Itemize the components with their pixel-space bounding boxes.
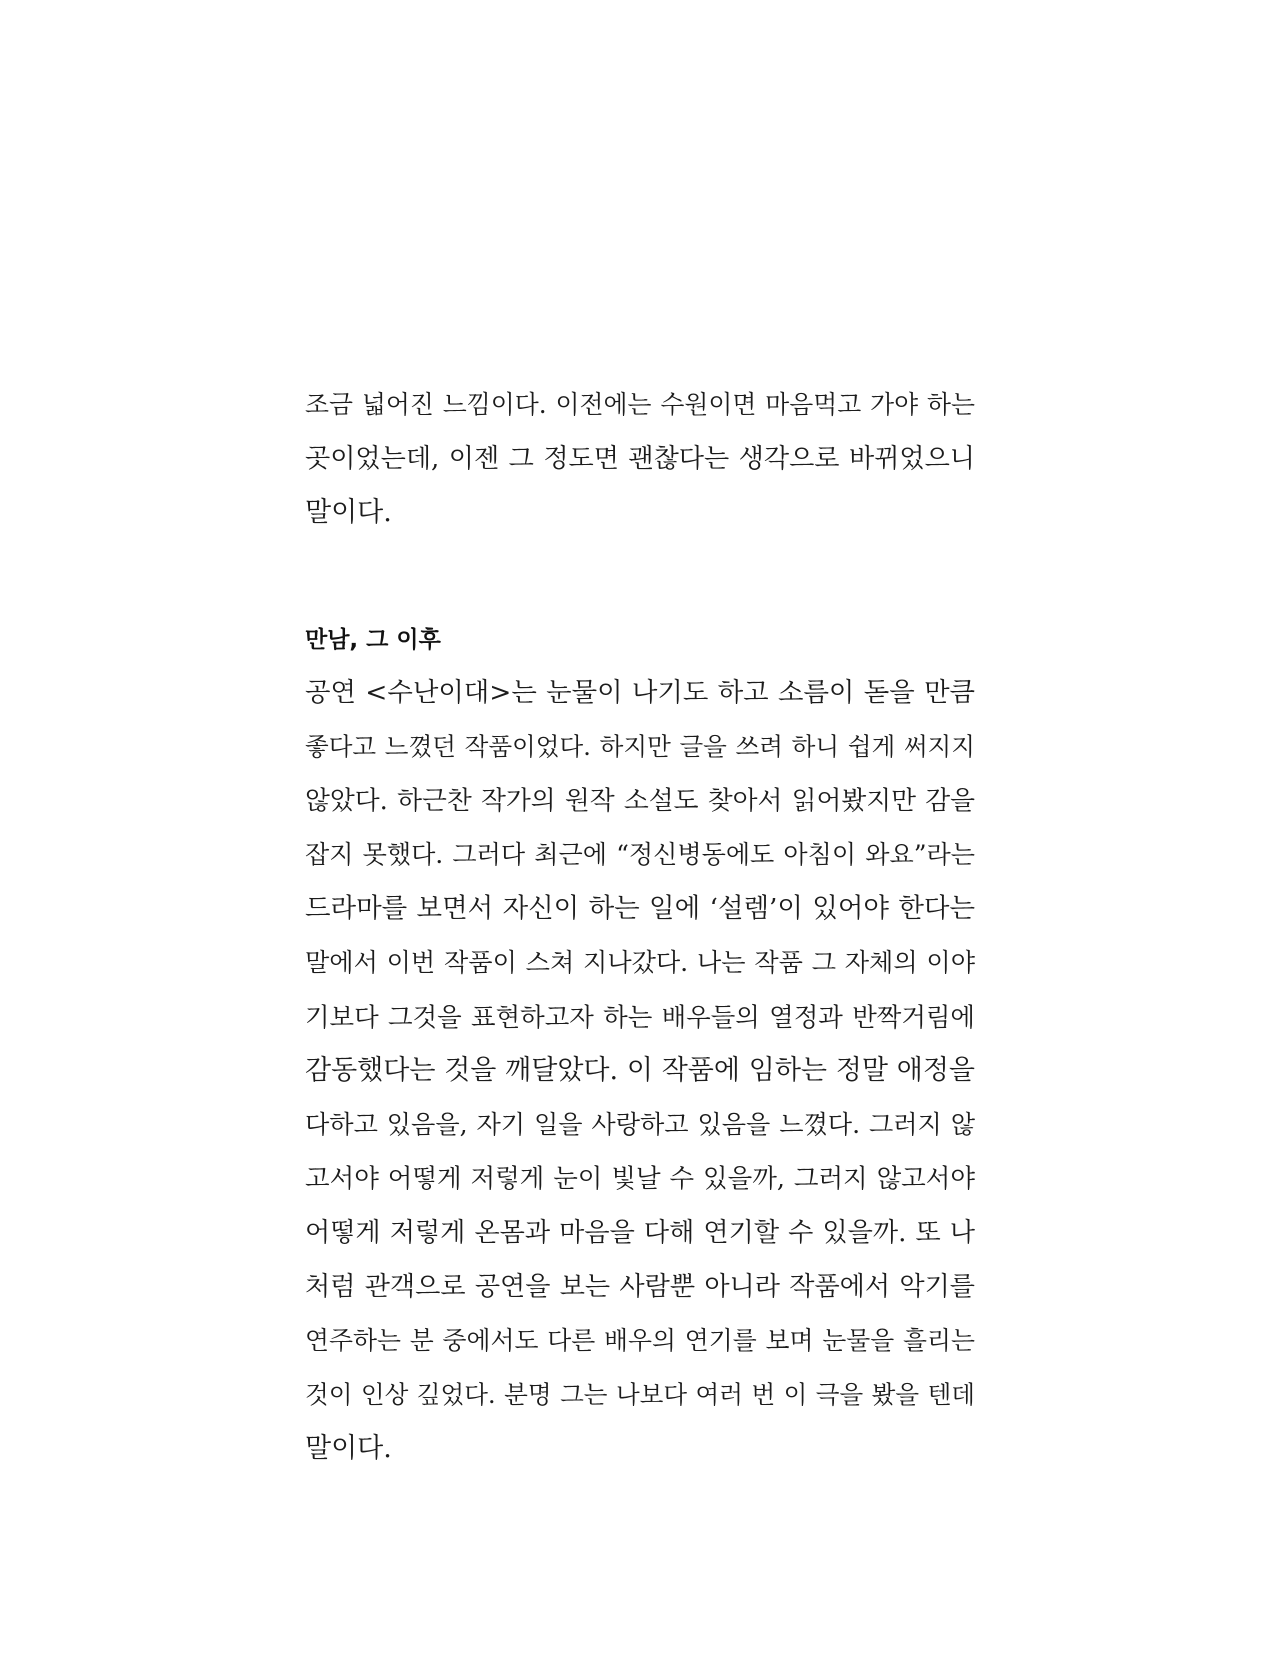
text-line: 말에서 이번 작품이 스쳐 지나갔다. 나는 작품 그 자체의 이야 (305, 948, 975, 977)
text-line: 곳이었는데, 이젠 그 정도면 괜찮다는 생각으로 바뀌었으니 (305, 444, 975, 474)
text-line: 처럼 관객으로 공연을 보는 사람뿐 아니라 작품에서 악기를 (305, 1272, 975, 1302)
text-line: 않았다. 하근찬 작가의 원작 소설도 찾아서 읽어봤지만 감을 (305, 786, 975, 816)
text-line: 고서야 어떻게 저렇게 눈이 빛날 수 있을까, 그러지 않고서야 (305, 1164, 975, 1194)
section-paragraph (305, 666, 975, 1476)
section-heading: 만남, 그 이후 (305, 627, 441, 653)
text-line: 말이다. (305, 1433, 392, 1464)
text-line: 공연 <수난이대>는 눈물이 나기도 하고 소름이 돋을 만큼 (305, 678, 975, 708)
text-line: 어떻게 저렇게 온몸과 마음을 다해 연기할 수 있을까. 또 나 (305, 1218, 975, 1248)
section-spacer (305, 540, 975, 620)
text-line: 말이다. (305, 497, 392, 528)
text-line: 잡지 못했다. 그러다 최근에 “정신병동에도 아침이 와요”라는 (305, 840, 975, 869)
intro-paragraph (305, 378, 975, 540)
text-line: 것이 인상 깊었다. 분명 그는 나보다 여러 번 이 극을 봤을 텐데 (305, 1380, 975, 1409)
text-line: 기보다 그것을 표현하고자 하는 배우들의 열정과 반짝거림에 (305, 1002, 975, 1032)
text-line: 조금 넓어진 느낌이다. 이전에는 수원이면 마음먹고 가야 하는 (305, 390, 975, 419)
page-content (305, 378, 975, 1476)
text-line: 감동했다는 것을 깨달았다. 이 작품에 임하는 정말 애정을 (305, 1055, 975, 1086)
text-line: 연주하는 분 중에서도 다른 배우의 연기를 보며 눈물을 흘리는 (305, 1326, 975, 1355)
text-line: 좋다고 느꼈던 작품이었다. 하지만 글을 쓰려 하니 쉽게 써지지 (305, 732, 975, 761)
text-line: 드라마를 보면서 자신이 하는 일에 ‘설렘’이 있어야 한다는 (305, 893, 975, 924)
text-line: 다하고 있음을, 자기 일을 사랑하고 있음을 느꼈다. 그러지 않 (305, 1110, 975, 1139)
